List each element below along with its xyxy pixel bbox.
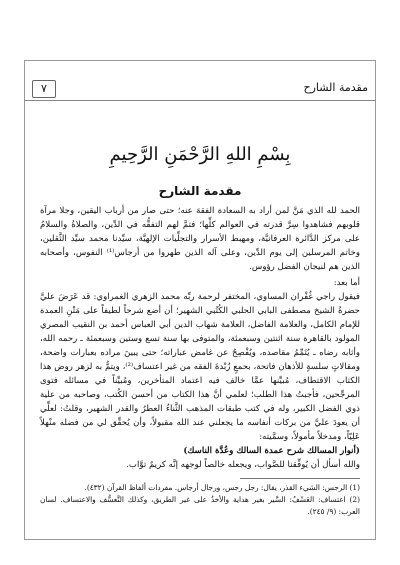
- book-title-line: (أنوار المسالك شرح عمدة السالك وعُدَّة الناسك): [183, 446, 360, 456]
- footnote-separator: [240, 478, 360, 479]
- basmala: بِسْمِ اللهِ الرَّحْمَنِ الرَّحِيمِ: [109, 144, 291, 165]
- intro-paragraph: الحمد لله الذي مَنَّ لمن أراد به السعادة الفقهَ عنه؛ حتى صار من أرباب اليقين، وجلا مرآة قلوبهم فشاهدوا سِرَّ قدرته في العوالم كلِّها؛ فتمَّ لهم التفقُّه في الدِّين، والصلاةُ والسلامُ على مركز الدَّائرة العرفانيَّة، ومهبط الأسرار والتجلِّيات الإلهيَّة، سيِّدنا محمد سيِّد الثَّقلين، وخاتم المرسلين إلى يوم الدِّين، وعلى آله الذين طهروا من أرجاس⁽¹⁾ النفوس، وأصحابه الذين هم لنيجان الفضل رؤوس.: [40, 206, 360, 272]
- footnote-2: (2) اعتساف: العَسْفُ: السَّير بغير هداية والأخذُ على غير الطريق، وكذلك التَّعسُّف والاعتساف. لسان العرب: (٩/ ٢٤٥).: [40, 495, 360, 516]
- running-title: مقدمة الشارح: [303, 81, 368, 94]
- page-header: [24, 78, 376, 101]
- amma-badu: أما بعد:: [333, 278, 360, 288]
- section-title: مقدمة الشارح: [158, 184, 242, 198]
- page-number: ٧: [32, 80, 56, 98]
- body-paragraph: فيقول راجي غُفْران المساوي، المختفر لرحمة ربِّه محمد الزهري الغمراوي: قد عَرَضَ عليَّ حضرةُ الشيخ مصطفى البابي الحلبي الكُتُبي الشهير؛ أن أضع شرحاً لطيفاً على مَتْنِ العمدة للإمام الكامل، والعلامة الفاضل، العلامة شهاب الدين أبي العباس أحمد بن النقيب المصري المولود بالقاهرة سنة اثنتين وسبعمئة، والمتوفى بها سنة تسع وستين وسبعمئة ـ رحمه الله، وأثابه رضاه ـ يُتَمِّمُ مقاصده، ويُفْصِحُ عن غامض عباراته؛ حتى يبينَ مراده بعبارات واضحة، ومقالاتٍ سلسةٍ للأذهان فاتحة، بحمعٍ زُبْدةَ الفقه من غير اعتساف⁽²⁾، ويتمُّ به لزهر روض هذا الكتاب الاقتطاف، مُبيِّنها عمَّا خالف فيه اعتماد المتأخرين، ومُبيِّناً في مسائله فتوى المرجِّحين، فأجبتُ هذا الطلب؛ لعلمي أنَّ هذا الكتاب من أحسن الكُتب، وصاحبه من علية ذوي الفضل الكبير، وله في كتب طبقات المذهب الثَّناءُ العطرُ والقدر الشهير، وقلتُ: لعلِّي أن يعودَ عليَّ من بركات أنفاسه ما يجعلني عند الله مقبولاً، وأن يُحقِّق لي من فضله منْهلاً عَلِيّاً، ومدخلاً مأمولاً، وسمَّيته:: [40, 292, 360, 442]
- closing-paragraph: والله أسأل أن يُوفِّقنا للصَّواب، ويجعله خالصاً لوجهه إنَّه كريمٌ توَّاب.: [126, 460, 360, 470]
- page-content: [40, 104, 360, 524]
- footnotes: [40, 482, 360, 518]
- footnote-1: (1) الرجس: الشيء القذر، يقال: رجل رجس، ورجال أرجاس. مفردات ألفاظ القرآن (٤٣٢).: [84, 483, 360, 492]
